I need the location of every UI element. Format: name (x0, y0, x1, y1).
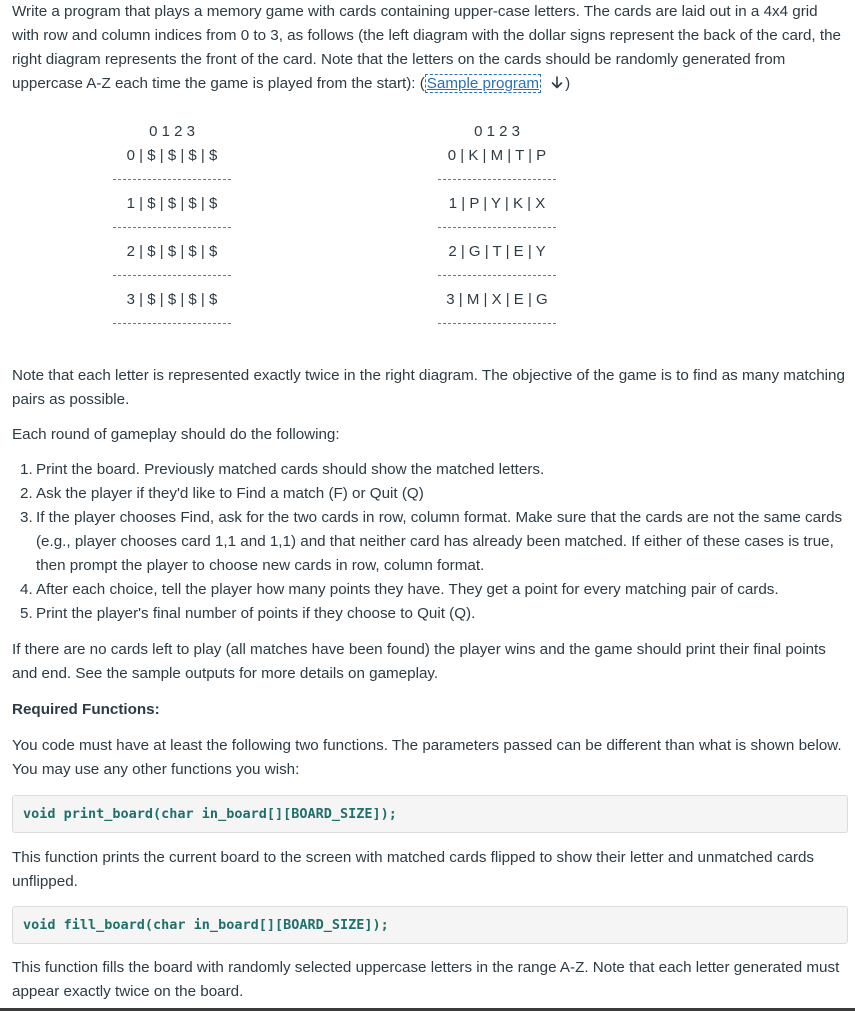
step-text: Print the board. Previously matched cards should show the matched letters. (36, 461, 545, 478)
step-text: After each choice, tell the player how many points they have. They get a point for every matching pair of cards. (36, 581, 779, 598)
board-row: 0 | $ | $ | $ | $ (126, 147, 218, 164)
board-row: 3 | M | X | E | G (446, 291, 548, 308)
column-header: 0 1 2 3 (149, 123, 195, 140)
list-item (20, 602, 848, 626)
card-front-diagram (432, 120, 562, 336)
row-divider (438, 323, 556, 325)
step-text: Ask the player if they'd like to Find a match (F) or Quit (Q) (36, 485, 424, 502)
board-row: 3 | $ | $ | $ | $ (126, 291, 218, 308)
end-paragraph: If there are no cards left to play (all matches have been found) the player wins and the game should print their final points and end. See the sample outputs for more details on gameplay. (12, 641, 826, 682)
card-diagrams (0, 120, 855, 340)
print-board-description: This function prints the current board to the screen with matched cards flipped to show their letter and unmatched cards unflipped. (12, 849, 814, 890)
round-intro: Each round of gameplay should do the following: (12, 426, 340, 443)
intro-close-paren: ) (565, 75, 571, 92)
row-divider (113, 275, 231, 277)
note-paragraph: Note that each letter is represented exactly twice in the right diagram. The objective of the game is to find as many matching pairs as possible. (12, 367, 845, 408)
step-number: 5. (20, 605, 33, 622)
row-divider (438, 179, 556, 181)
board-row: 2 | G | T | E | Y (448, 243, 546, 260)
row-divider (113, 179, 231, 181)
board-row: 0 | K | M | T | P (447, 147, 547, 164)
row-divider (113, 227, 231, 229)
sample-program-link[interactable]: Sample program (426, 75, 540, 92)
step-number: 1. (20, 461, 33, 478)
row-divider (438, 227, 556, 229)
step-number: 2. (20, 485, 33, 502)
intro-text: Write a program that plays a memory game with cards containing upper-case letters. The cards are laid out in a 4x4 grid with row and column indices from 0 to 3, as follows (the left diagram with the dollar signs represent the back of the card, the right diagram represents the front of the card. Note that the letters on the cards should be randomly generated from uppercase A-Z each time the game is played from the start): ( (12, 3, 841, 92)
row-divider (438, 275, 556, 277)
gameplay-steps (20, 458, 848, 626)
row-divider (113, 323, 231, 325)
step-text: If the player chooses Find, ask for the two cards in row, column format. Make sure that the cards are not the same cards (e.g., player chooses card 1,1 and 1,1) and that neither card has already been matched. If either of these cases is true, then prompt the player to choose new cards in row, column format. (36, 509, 843, 574)
list-item (20, 578, 848, 602)
list-item (20, 506, 848, 578)
print-board-signature: void print_board(char in_board[][BOARD_SIZE]); (12, 795, 848, 833)
fill-board-description: This function fills the board with randomly selected uppercase letters in the range A-Z. Note that each letter generated must appear exactly twice on the board. (12, 959, 840, 1000)
step-number: 4. (20, 581, 33, 598)
step-text: Print the player's final number of points if they choose to Quit (Q). (36, 605, 476, 622)
card-back-diagram (107, 120, 237, 336)
list-item (20, 482, 848, 506)
fill-board-signature: void fill_board(char in_board[][BOARD_SIZE]); (12, 906, 848, 944)
board-row: 2 | $ | $ | $ | $ (126, 243, 218, 260)
download-icon[interactable] (549, 76, 565, 90)
board-row: 1 | P | Y | K | X (448, 195, 546, 212)
list-item (20, 458, 848, 482)
required-paragraph: You code must have at least the following two functions. The parameters passed can be different than what is shown below. You may use any other functions you wish: (12, 737, 842, 778)
required-functions-heading: Required Functions: (12, 701, 160, 718)
step-number: 3. (20, 509, 33, 526)
board-row: 1 | $ | $ | $ | $ (126, 195, 218, 212)
intro-paragraph (12, 0, 848, 96)
column-header: 0 1 2 3 (474, 123, 520, 140)
